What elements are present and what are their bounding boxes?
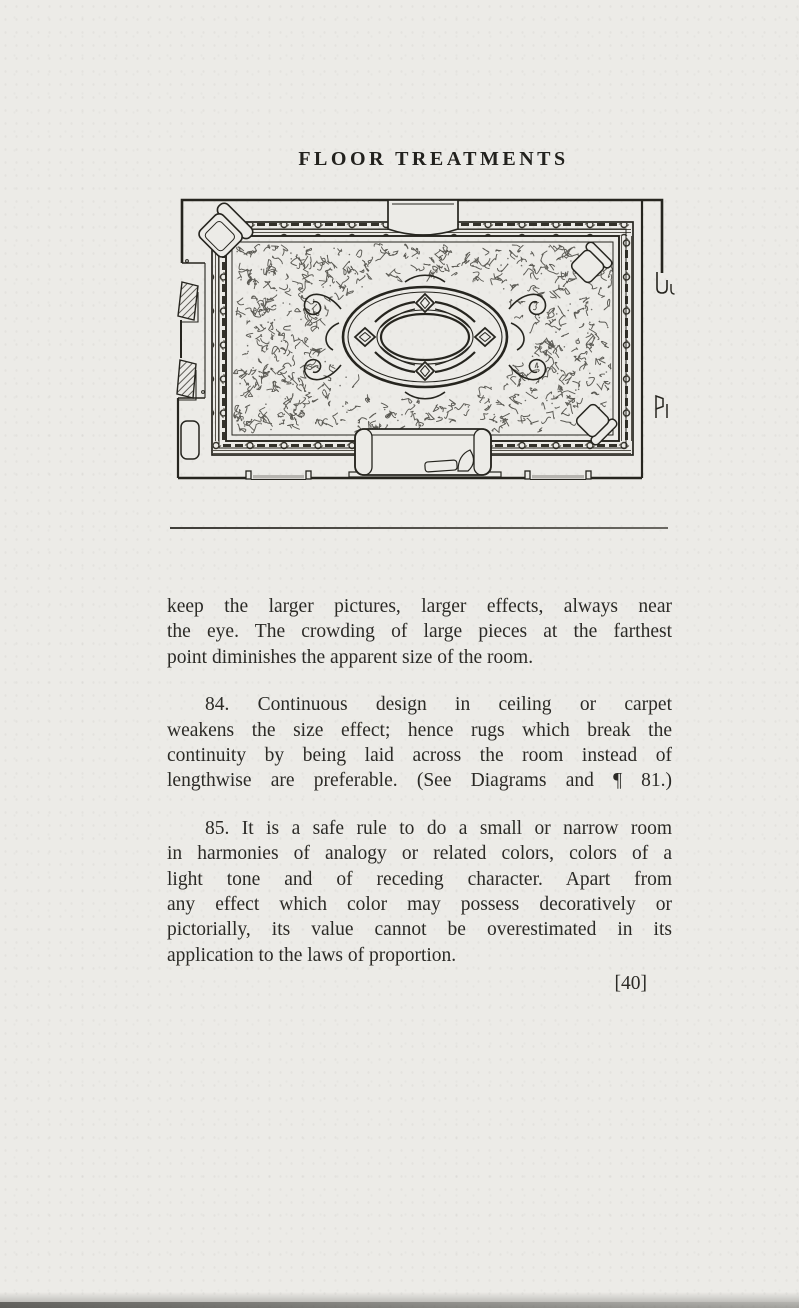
text-line: lengthwise are preferable. (See Diagrams and ¶ 81.) bbox=[167, 770, 672, 792]
text-line: point diminishes the apparent size of the room. bbox=[167, 646, 534, 668]
scan-edge-shadow bbox=[0, 1292, 799, 1308]
paragraph bbox=[167, 692, 672, 794]
side-chair-bottom-right bbox=[572, 400, 618, 446]
text-line: keep the larger pictures, larger effects, always near bbox=[167, 596, 672, 617]
text-line: 84. Continuous design in ceiling or carpet bbox=[205, 694, 672, 716]
door-stop-icon bbox=[202, 391, 205, 394]
page-title: FLOOR TREATMENTS bbox=[298, 148, 569, 170]
text-line: any effect which color may possess decoratively or bbox=[167, 894, 672, 916]
carpet bbox=[212, 222, 633, 455]
text-line: 85. It is a safe rule to do a small or narrow room bbox=[205, 817, 672, 839]
floor-plan-figure bbox=[165, 192, 685, 502]
text-line: the eye. The crowding of large pieces at the farthest bbox=[167, 621, 672, 643]
carpet-texture bbox=[233, 244, 612, 433]
text-line: weakens the size effect; hence rugs which break the bbox=[167, 719, 672, 741]
paragraph bbox=[167, 816, 672, 968]
text-line: continuity by being laid across the room instead of bbox=[167, 745, 672, 767]
window-icon bbox=[177, 360, 196, 398]
floor-plan-svg bbox=[165, 192, 685, 497]
text-line: application to the laws of proportion. bbox=[167, 944, 457, 966]
text-line: in harmonies of analogy or related colors, colors of a bbox=[167, 843, 672, 865]
console-table bbox=[388, 200, 458, 235]
wall-fixture-marks bbox=[656, 272, 675, 418]
carpet-medallion bbox=[304, 275, 545, 399]
text-line: pictorially, its value cannot be overestimated in its bbox=[167, 919, 672, 941]
bench bbox=[181, 421, 199, 459]
carpet-texture-dots bbox=[237, 247, 609, 430]
sofa-pillow bbox=[425, 460, 458, 472]
window-icon bbox=[178, 282, 198, 320]
figure-divider bbox=[170, 527, 668, 529]
body-text bbox=[167, 594, 672, 990]
door-stop-icon bbox=[186, 260, 189, 263]
sofa bbox=[349, 429, 501, 477]
paragraph bbox=[167, 594, 672, 670]
page-number: [40] bbox=[614, 973, 647, 994]
text-line: light tone and of receding character. Apart from bbox=[167, 868, 672, 890]
